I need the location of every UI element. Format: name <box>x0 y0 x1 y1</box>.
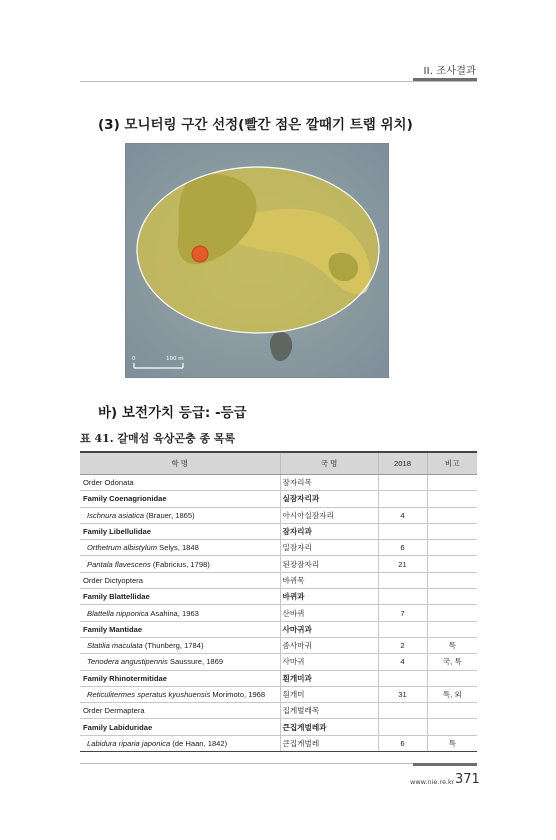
species-table <box>80 451 477 752</box>
scientific-name: Order Odonata <box>83 478 134 488</box>
remarks-cell <box>427 621 477 637</box>
scale-start-label: 0 <box>132 356 136 362</box>
table-row <box>80 686 477 702</box>
remarks-cell <box>427 670 477 686</box>
scientific-name: Family Coenagrionidae <box>83 494 167 504</box>
scientific-name-cell <box>80 686 280 702</box>
scientific-name: Family Labiduridae <box>83 722 153 732</box>
remarks-cell <box>427 572 477 588</box>
scientific-name-cell <box>80 475 280 491</box>
remarks-cell <box>427 491 477 507</box>
count-cell <box>378 703 427 719</box>
count-cell: 7 <box>378 605 427 621</box>
header-korean-name: 국 명 <box>280 452 378 475</box>
section-title: (3) 모니터링 구간 선정(빨간 점은 깔때기 트랩 위치) <box>98 117 413 133</box>
table-row <box>80 491 477 507</box>
author-year: Asahina, 1963 <box>148 608 199 618</box>
author-year: (Fabricius, 1798) <box>150 559 210 569</box>
korean-name-cell: 밀잠자리 <box>280 540 378 556</box>
remarks-cell <box>427 589 477 605</box>
scientific-name: Orthetrum albistylum <box>87 543 158 553</box>
remarks-cell <box>427 475 477 491</box>
remarks-cell <box>427 703 477 719</box>
table-row <box>80 556 477 572</box>
remarks-cell <box>427 523 477 539</box>
table-row <box>80 605 477 621</box>
table-caption: 표 41. 갈매섬 육상곤충 종 목록 <box>80 432 236 445</box>
footer-accent-bar <box>413 763 477 766</box>
scientific-name-cell <box>80 605 280 621</box>
remarks-cell: 특, 외 <box>427 686 477 702</box>
korean-name-cell: 바퀴과 <box>280 589 378 605</box>
table-row <box>80 540 477 556</box>
header-remarks: 비고 <box>427 452 477 475</box>
korean-name-cell: 사마귀과 <box>280 621 378 637</box>
scientific-name: Reticulitermes speratus kyushuensis <box>87 690 211 699</box>
scientific-name-cell <box>80 703 280 719</box>
conservation-grade-title: 바) 보전가치 등급: -등급 <box>98 405 247 421</box>
count-cell: 2 <box>378 637 427 653</box>
scientific-name-cell <box>80 637 280 653</box>
scientific-name-cell <box>80 491 280 507</box>
scientific-name-cell <box>80 589 280 605</box>
count-cell <box>378 670 427 686</box>
korean-name-cell: 집게벌레목 <box>280 703 378 719</box>
korean-name-cell: 큰집게벌레과 <box>280 719 378 735</box>
scientific-name-cell <box>80 572 280 588</box>
remarks-cell <box>427 556 477 572</box>
count-cell: 31 <box>378 686 427 702</box>
table-row <box>80 523 477 539</box>
table-row <box>80 719 477 735</box>
remarks-cell: 국, 특 <box>427 654 477 670</box>
count-cell: 6 <box>378 735 427 751</box>
scientific-name: Blattella nipponica <box>87 608 149 618</box>
author-year: Saussure, 1869 <box>167 657 224 667</box>
count-cell <box>378 572 427 588</box>
table-row <box>80 670 477 686</box>
scientific-name-cell <box>80 654 280 670</box>
table-header-row <box>80 452 477 475</box>
author-year: (de Haan, 1842) <box>170 738 228 748</box>
korean-name-cell: 산바퀴 <box>280 605 378 621</box>
remarks-cell <box>427 719 477 735</box>
author-year: (Brauer, 1865) <box>143 510 195 520</box>
scientific-name-cell <box>80 556 280 572</box>
count-cell: 21 <box>378 556 427 572</box>
scientific-name: Family Rhinotermitidae <box>83 673 167 683</box>
korean-name-cell: 큰집게벌레 <box>280 735 378 751</box>
korean-name-cell: 실잠자리과 <box>280 491 378 507</box>
count-cell: 4 <box>378 507 427 523</box>
count-cell <box>378 621 427 637</box>
header-scientific-name: 학 명 <box>80 452 280 475</box>
scientific-name: Order Dictyoptera <box>83 575 143 585</box>
count-cell: 4 <box>378 654 427 670</box>
korean-name-cell: 된장잠자리 <box>280 556 378 572</box>
scientific-name: Statilia maculata <box>87 641 143 651</box>
page-number: 371 <box>455 772 480 787</box>
table-row <box>80 507 477 523</box>
author-year: (Thunberg, 1784) <box>142 641 204 651</box>
table-row <box>80 475 477 491</box>
korean-name-cell: 잠자리과 <box>280 523 378 539</box>
scientific-name: Family Blattellidae <box>83 592 150 602</box>
remarks-cell <box>427 605 477 621</box>
trap-point <box>192 246 208 262</box>
remarks-cell: 특 <box>427 637 477 653</box>
author-year: Selys, 1848 <box>157 543 199 553</box>
footer-url: www.nie.re.kr <box>410 778 455 786</box>
scientific-name: Family Libellulidae <box>83 527 151 537</box>
korean-name-cell: 잠자리목 <box>280 475 378 491</box>
korean-name-cell: 흰개미과 <box>280 670 378 686</box>
scientific-name-cell <box>80 523 280 539</box>
scientific-name-cell <box>80 670 280 686</box>
scientific-name: Order Dermaptera <box>83 706 145 716</box>
korean-name-cell: 바퀴목 <box>280 572 378 588</box>
count-cell <box>378 719 427 735</box>
count-cell: 6 <box>378 540 427 556</box>
table-row <box>80 621 477 637</box>
count-cell <box>378 475 427 491</box>
korean-name-cell: 사마귀 <box>280 654 378 670</box>
korean-name-cell: 흰개미 <box>280 686 378 702</box>
table-row <box>80 703 477 719</box>
chapter-label: II. 조사결과 <box>423 66 476 77</box>
table-row <box>80 654 477 670</box>
korean-name-cell: 좀사마귀 <box>280 637 378 653</box>
scientific-name: Pantala flavescens <box>87 559 151 569</box>
scientific-name-cell <box>80 507 280 523</box>
header-year: 2018 <box>378 452 427 475</box>
site-map-image <box>125 143 389 378</box>
count-cell <box>378 523 427 539</box>
table-row <box>80 735 477 751</box>
scientific-name-cell <box>80 719 280 735</box>
scientific-name: Ischnura asiatica <box>87 510 144 520</box>
table-row <box>80 589 477 605</box>
remarks-cell <box>427 540 477 556</box>
remarks-cell <box>427 507 477 523</box>
count-cell <box>378 491 427 507</box>
scientific-name: Family Mantidae <box>83 624 143 634</box>
scientific-name-cell <box>80 540 280 556</box>
scale-end-label: 100 m <box>166 356 184 362</box>
table-row <box>80 572 477 588</box>
header-divider <box>80 81 477 82</box>
author-year: Morimoto, 1968 <box>210 690 266 699</box>
korean-name-cell: 아시아실잠자리 <box>280 507 378 523</box>
scientific-name-cell <box>80 621 280 637</box>
header-accent-bar <box>413 78 477 81</box>
scientific-name: Tenodera angustipennis <box>87 657 168 667</box>
scientific-name: Labidura riparia japonica <box>87 738 171 748</box>
table-row <box>80 637 477 653</box>
monitoring-zone <box>137 167 379 333</box>
count-cell <box>378 589 427 605</box>
scientific-name-cell <box>80 735 280 751</box>
remarks-cell: 특 <box>427 735 477 751</box>
